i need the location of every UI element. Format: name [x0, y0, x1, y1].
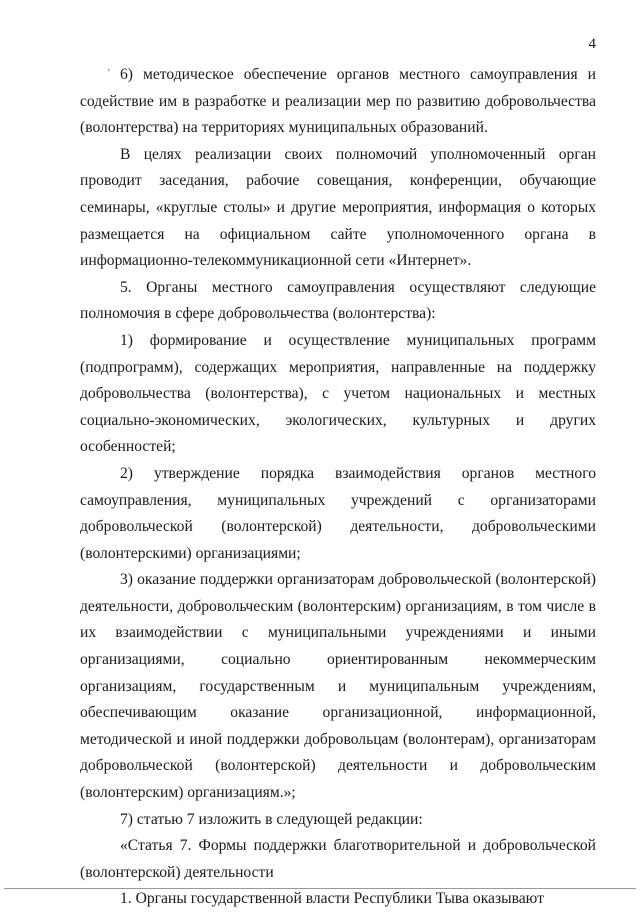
scan-mark: '	[108, 68, 110, 79]
paragraph-item-6: 6) методическое обеспечение органов местного самоуправления и содействие им в разработке и реализации мер по развитию добровольчества (волонтерства) на территориях муниципальных образований.	[80, 66, 596, 137]
article-7-heading: «Статья 7. Формы поддержки благотворительной и добровольческой (волонтерской) деятельности	[80, 837, 596, 881]
paragraph-clause-5: 5. Органы местного самоуправления осуществляют следующие полномочия в сфере добровольчества (волонтерства):	[80, 278, 596, 323]
paragraph-item-3: 3) оказание поддержки организаторам добровольческой (волонтерской) деятельности, добровольческим (волонтерским) организациям, в том числе в их взаимодействии с муниципальными учреждениями и иными организациями, социально ориентированным некоммерческим организациям, государственным и муниципальным учреждениям, обеспечивающим оказание организационной, информационной, методической и иной поддержки добровольцам (волонтерам), организаторам добровольческой (волонтерской) деятельности и добровольческим (волонтерским) организациям.»;	[80, 571, 596, 802]
footer-rule	[4, 888, 636, 889]
paragraph-authority-events: В целях реализации своих полномочий уполномоченный орган проводит заседания, рабочие совещания, конференции, обучающие семинары, «круглые столы» и другие мероприятия, информация о которых размещается на официальном сайте уполномоченного органа в информационно-телекоммуникационной сети «Интернет».	[80, 145, 596, 270]
paragraph-amendment-7: 7) статью 7 изложить в следующей редакции:	[120, 810, 423, 828]
page-number: 4	[588, 36, 596, 52]
paragraph-item-2: 2) утверждение порядка взаимодействия органов местного самоуправления, муниципальных учреждений с организаторами добровольческой (волонтерской) деятельности, добровольческими (волонтерскими) организациями;	[80, 464, 596, 562]
paragraph-item-1: 1) формирование и осуществление муниципальных программ (подпрограмм), содержащих мероприятия, направленные на поддержку добровольчества (волонтерства), с учетом национальных и местных социально-экономических, экологических, культурных и других особенностей;	[80, 331, 596, 456]
paragraph-article-7-clause-1: 1. Органы государственной власти Республики Тыва оказывают	[120, 890, 544, 908]
document-body	[80, 62, 596, 913]
